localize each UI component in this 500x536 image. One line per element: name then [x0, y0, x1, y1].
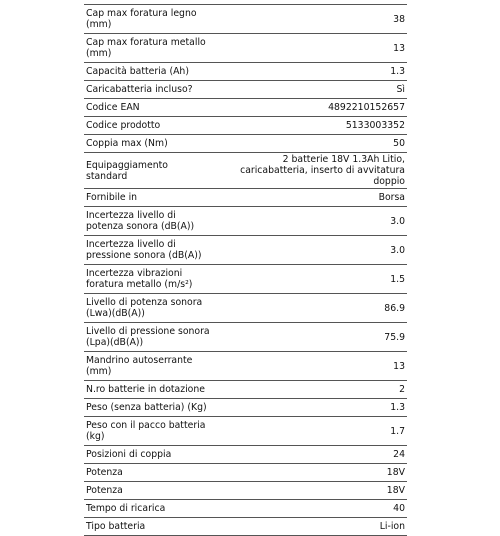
spec-label: Equipaggiamento standard [84, 153, 213, 189]
spec-value: Sì [213, 81, 407, 99]
spec-row [84, 399, 407, 417]
spec-value: 86.9 [213, 294, 407, 323]
spec-value: 13 [213, 352, 407, 381]
spec-label: Livello di potenza sonora (Lwa)(dB(A)) [84, 294, 213, 323]
spec-label: Tempo di ricarica [84, 500, 213, 518]
spec-value: 1.3 [213, 399, 407, 417]
spec-row [84, 99, 407, 117]
spec-label: Coppia max (Nm) [84, 135, 213, 153]
spec-label: Peso (senza batteria) (Kg) [84, 399, 213, 417]
spec-value: 2 batterie 18V 1.3Ah Litio, caricabatteria, inserto di avvitatura doppio [213, 153, 407, 189]
spec-value: 2 [213, 381, 407, 399]
spec-value: 1.7 [213, 417, 407, 446]
spec-row [84, 5, 407, 34]
spec-label: Peso con il pacco batteria (kg) [84, 417, 213, 446]
spec-value: 38 [213, 5, 407, 34]
spec-value: 3.0 [213, 236, 407, 265]
spec-row [84, 518, 407, 536]
spec-label: Potenza [84, 464, 213, 482]
spec-value: 18V [213, 482, 407, 500]
spec-label: Codice EAN [84, 99, 213, 117]
spec-row [84, 63, 407, 81]
spec-label: Caricabatteria incluso? [84, 81, 213, 99]
spec-label: Mandrino autoserrante (mm) [84, 352, 213, 381]
spec-label: Tipo batteria [84, 518, 213, 536]
spec-row [84, 135, 407, 153]
spec-table [84, 4, 407, 536]
spec-label: Capacità batteria (Ah) [84, 63, 213, 81]
spec-row [84, 500, 407, 518]
spec-row [84, 352, 407, 381]
spec-row [84, 189, 407, 207]
spec-value: 5133003352 [213, 117, 407, 135]
spec-value: 13 [213, 34, 407, 63]
spec-value: 1.5 [213, 265, 407, 294]
spec-row [84, 265, 407, 294]
spec-table-body [84, 5, 407, 536]
spec-value: Li-ion [213, 518, 407, 536]
spec-value: 3.0 [213, 207, 407, 236]
spec-value: 75.9 [213, 323, 407, 352]
spec-value: 4892210152657 [213, 99, 407, 117]
spec-label: Cap max foratura legno (mm) [84, 5, 213, 34]
spec-value: 1.3 [213, 63, 407, 81]
spec-row [84, 294, 407, 323]
spec-label: Incertezza vibrazioni foratura metallo (m/s²) [84, 265, 213, 294]
spec-label: Codice prodotto [84, 117, 213, 135]
spec-row [84, 153, 407, 189]
spec-label: Incertezza livello di potenza sonora (dB(A)) [84, 207, 213, 236]
spec-label: Potenza [84, 482, 213, 500]
spec-label: Incertezza livello di pressione sonora (dB(A)) [84, 236, 213, 265]
spec-label: Cap max foratura metallo (mm) [84, 34, 213, 63]
spec-value: 50 [213, 135, 407, 153]
spec-row [84, 34, 407, 63]
spec-value: Borsa [213, 189, 407, 207]
spec-label: Posizioni di coppia [84, 446, 213, 464]
spec-row [84, 117, 407, 135]
spec-row [84, 464, 407, 482]
spec-value: 40 [213, 500, 407, 518]
spec-label: Livello di pressione sonora (Lpa)(dB(A)) [84, 323, 213, 352]
spec-label: N.ro batterie in dotazione [84, 381, 213, 399]
spec-row [84, 81, 407, 99]
spec-row [84, 446, 407, 464]
spec-row [84, 381, 407, 399]
spec-label: Fornibile in [84, 189, 213, 207]
spec-row [84, 417, 407, 446]
spec-row [84, 323, 407, 352]
spec-row [84, 482, 407, 500]
spec-row [84, 236, 407, 265]
spec-row [84, 207, 407, 236]
spec-value: 18V [213, 464, 407, 482]
spec-value: 24 [213, 446, 407, 464]
